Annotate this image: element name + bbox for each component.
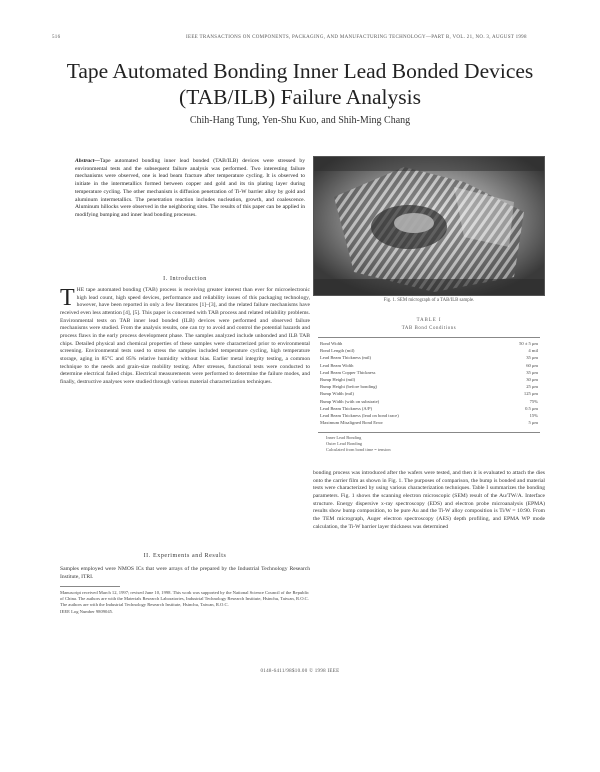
table-1-top-rule — [318, 337, 540, 338]
section-heading-introduction: I. Introduction — [163, 276, 207, 282]
page-number: 516 — [52, 35, 61, 40]
table-row — [318, 383, 540, 390]
table-row — [318, 376, 540, 383]
introduction-text: HE tape automated bonding (TAB) process is receiving greater interest than ever for microelectronic high lead count, high speed devices, performance and reliability issues of this packaging technology, however, have been reported in only a few literatures [1]–[3], and the related failure mechanisms have received even less attention [4], [5]. This paper is concerned with TAB process and related reliability problems. Environmental tests on TAB inner lead bonded (ILB) devices were performed and observed failure mechanisms were studied. From the analysis results, one can try to avoid and control the potential hazards and process flaws in the early process development phase. The samples analyzed include unbonded and ILB TAB chips. Detailed physical and chemical properties of these samples were characterized prior to environmental screening. Environmental tests used to stress the samples included temperature cycling, high temperature storage, aging in 85°C and 85% relative humidity without bias. Earlier metal integrity testing, a common technique to the needs and grain-size mobility testing. After stresses, functional tests were conducted to determine electrical failed chips. Electrical measurements were performed to determine the failure modes, and finally, destructive analyses were studied through various material characterization techniques. — [60, 287, 310, 385]
figure-1-sem-micrograph — [313, 156, 545, 296]
table-cell-label: Bump Height (mil) — [320, 377, 356, 383]
copyright-footer: 0148-6411/98$10.00 © 1998 IEEE — [260, 669, 340, 674]
table-cell-value: 60 μm — [526, 362, 538, 368]
table-note: Outer Lead Bonding — [326, 441, 363, 446]
introduction-body — [60, 287, 310, 545]
paper-title: Tape Automated Bonding Inner Lead Bonded Devices (TAB/ILB) Failure Analysis — [66, 59, 534, 109]
table-row — [318, 369, 540, 376]
table-row — [318, 398, 540, 405]
table-cell-value: 75% — [529, 398, 538, 404]
section-heading-experiments: II. Experiments and Results — [143, 553, 227, 559]
footnote-rule — [60, 586, 120, 587]
table-cell-value: 15% — [529, 412, 538, 418]
table-cell-value: 30 μm — [526, 377, 538, 383]
table-cell-label: Lead Beam Copper Thickness — [320, 369, 376, 375]
footnote-line: Manuscript received March 12, 1997; revised June 10, 1998. This work was supported by the National Science Council of the Republic of China. The authors are with the Materials Research Laboratories, Industrial Technology Research Institute, Hsinchu, Taiwan, R.O.C. — [60, 590, 310, 602]
table-cell-label: Bump Width (mil) — [320, 391, 354, 397]
table-row — [318, 419, 540, 426]
table-cell-label: Lead Beam Thickness (lead on bond trace) — [320, 412, 399, 418]
table-cell-value: 35 μm — [526, 369, 538, 375]
table-row — [318, 412, 540, 419]
table-cell-label: Bond Length (mil) — [320, 348, 355, 354]
table-row — [318, 340, 540, 347]
table-cell-label: Bond Width — [320, 341, 343, 347]
table-cell-label: Maximum Misaligned Bond Error — [320, 420, 383, 426]
table-cell-value: 25 μm — [526, 384, 538, 390]
table-1-notes — [326, 435, 540, 453]
table-cell-label: Lead Beam Width — [320, 362, 354, 368]
table-cell-value: 4 mil — [528, 348, 538, 354]
table-1-bottom-rule — [318, 432, 540, 433]
abstract-label: Abstract— — [75, 158, 100, 164]
table-1-body — [318, 340, 540, 426]
table-row — [318, 354, 540, 361]
table-note: Inner Lead Bonding — [326, 435, 362, 440]
table-row — [318, 347, 540, 354]
table-1 — [318, 340, 540, 426]
footnote — [60, 590, 310, 615]
table-cell-label: Lead Beam Thickness (A/P) — [320, 405, 373, 411]
table-cell-value: 125 μm — [523, 391, 538, 397]
table-cell-value: 5 μm — [528, 420, 538, 426]
table-note: Calculated from bond time = tension — [326, 447, 391, 452]
table-cell-value: 50 ± 5 μm — [519, 341, 538, 347]
table-row — [318, 362, 540, 369]
experiments-text: Samples employed were NMOS ICs that were arrays of the prepared by the Industrial Technology Research Institute, ITRI. — [60, 566, 310, 580]
table-1-title: TABLE I — [416, 318, 442, 323]
footnote-ieee-log: IEEE Log Number 9809045. — [60, 608, 114, 614]
table-cell-label: Lead Beam Thickness (mil) — [320, 355, 372, 361]
abstract-text: Tape automated bonding inner lead bonded (TAB/ILB) devices were stressed by environmental tests and the subsequent failure analysis was performed. Two interesting failure mechanisms were observed, one is lead beam fracture after temperature cycling. It is observed to initiate in the intermetallics formed between copper and gold and its tin plating layer during temperature cycling. The other mechanism is diffusion penetration of Ti-W barrier alloy by gold and aluminum intermetallics. The penetration reaction includes nucleation, growth, and coalescence. Aluminum hillocks were observed in the neighboring sites. The results of this paper can be applied in modifying bumping and inner lead bonding processes. — [75, 158, 305, 218]
table-row — [318, 405, 540, 412]
drop-cap: T — [60, 287, 75, 311]
table-cell-value: 35 μm — [526, 355, 538, 361]
table-cell-value: 0.5 μm — [525, 405, 538, 411]
figure-1-caption: Fig. 1. SEM micrograph of a TAB/ILB sample. — [383, 298, 475, 303]
journal-running-head: IEEE TRANSACTIONS ON COMPONENTS, PACKAGING, AND MANUFACTURING TECHNOLOGY—PART B, VOL. 21, NO. 3, AUGUST 1998 — [186, 35, 527, 40]
abstract — [75, 158, 305, 220]
sem-micrograph-image — [314, 157, 544, 295]
table-cell-label: Bump Height (before bonding) — [320, 384, 378, 390]
right-column-text: bonding process was introduced after the wafers were tested, and then it is evaluated to attach the dies onto the carrier film as shown in Fig. 1. The purposes of comparison, the bump is bonded and material tests were characterized by using various characterization techniques. Table I summarizes the bonding parameters. Fig. 1 shows the scanning electron microscopic (SEM) result of the Au/TW/A. Interface structure. Energy dispersive x-ray spectroscopy (EDS) and electron probe microanalysis (EPMA) results show bump composition, to be pure Au and the Ti-W alloy composition is Ti/W = 10:90. From the TEM micrograph, Auger electron spectroscopy (AES) depth profiling, and EPMA WP mode calculation, the Ti-W barrier layer thickness was determined — [313, 470, 545, 530]
table-row — [318, 390, 540, 397]
table-1-subtitle: TAB Bond Conditions — [401, 326, 457, 331]
footnote-line: The authors are with the Industrial Technology Research Institute, Hsinchu, Taiwan, R.O.C. — [60, 602, 229, 608]
paper-authors: Chih-Hang Tung, Yen-Shu Kuo, and Shih-Ming Chang — [189, 115, 411, 126]
table-cell-label: Bump Width (with on substrate) — [320, 398, 380, 404]
